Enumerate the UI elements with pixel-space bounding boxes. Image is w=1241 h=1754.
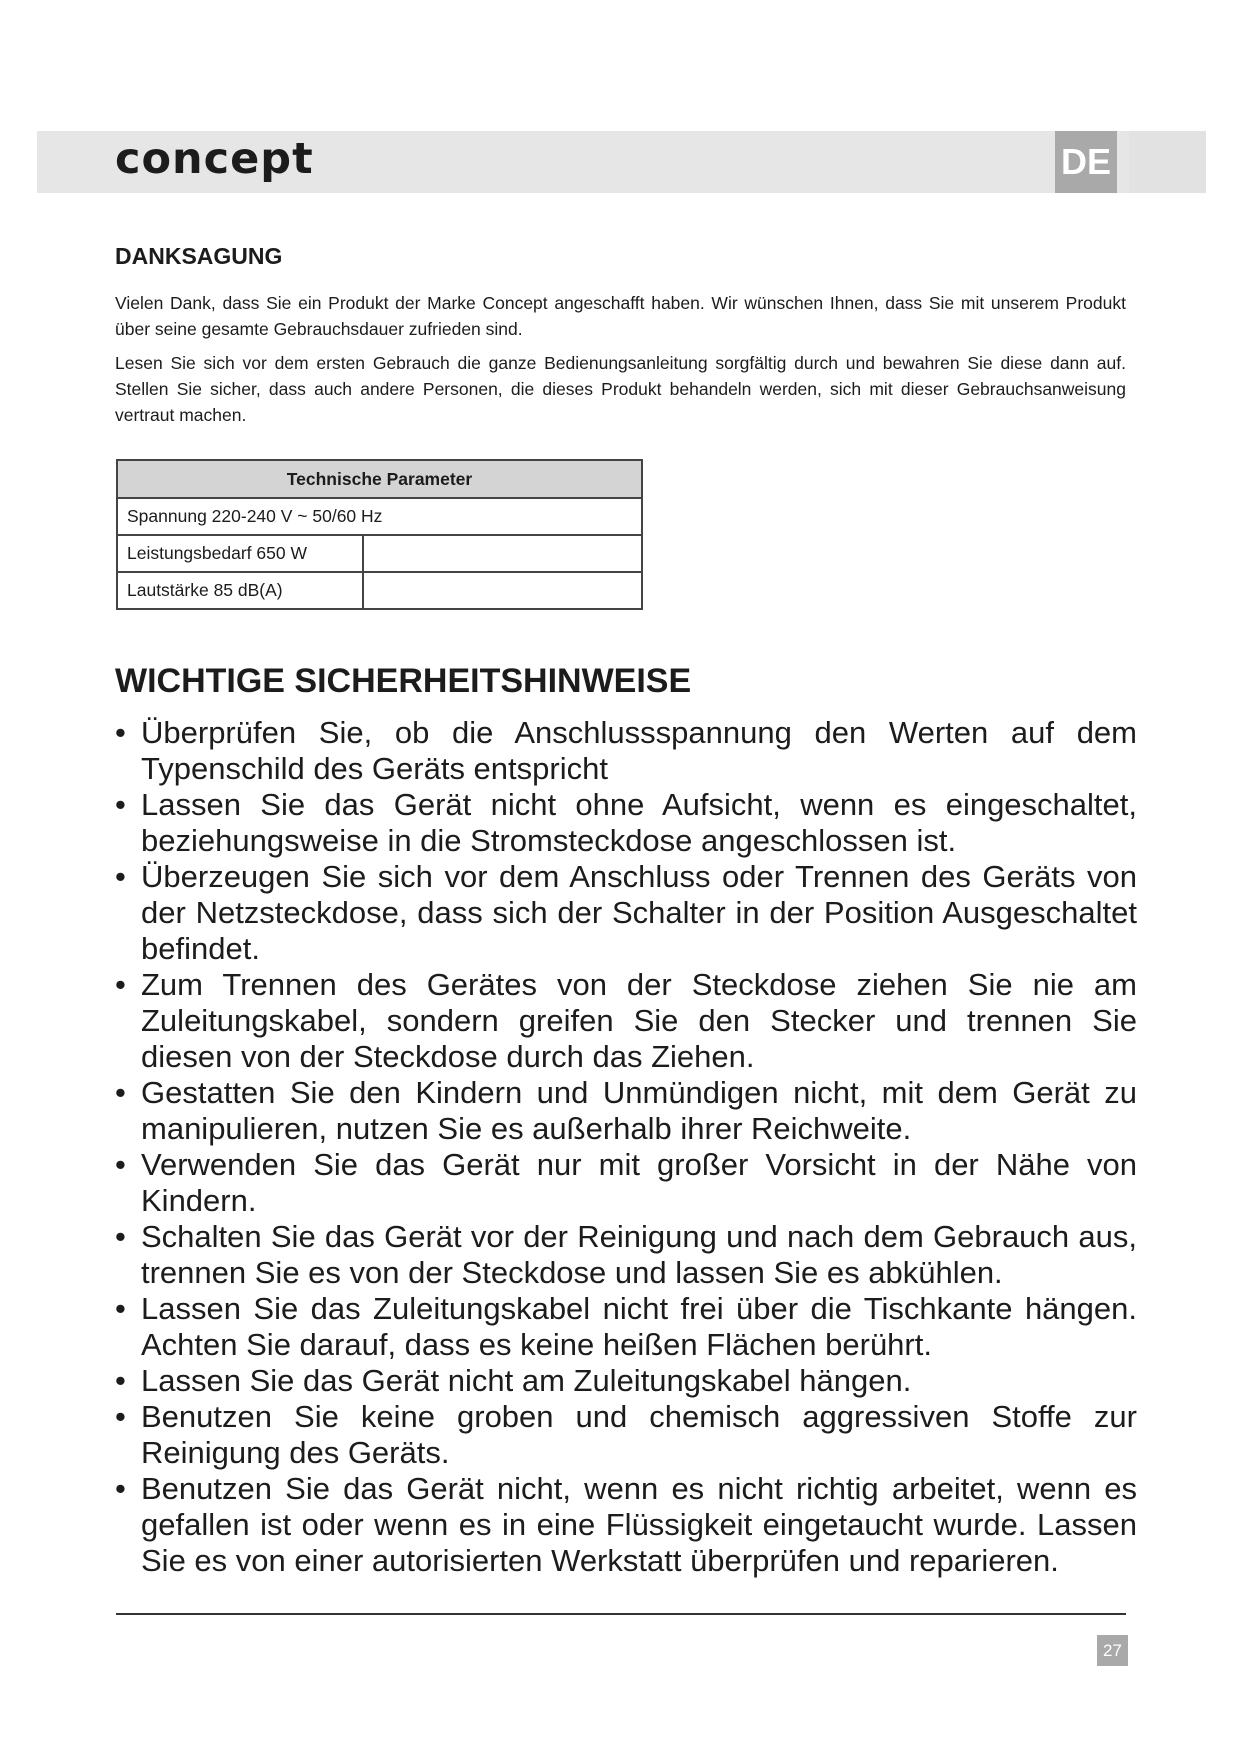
list-item: • Schalten Sie das Gerät vor der Reinigung und nach dem Gebrauch aus, trennen Sie es von der Steckdose und lassen Sie es abkühlen.: [115, 1219, 1137, 1291]
list-item: • Überprüfen Sie, ob die Anschlussspannung den Werten auf dem Typenschild des Geräts entspricht: [115, 715, 1137, 787]
list-item: • Verwenden Sie das Gerät nur mit großer Vorsicht in der Nähe von Kindern.: [115, 1147, 1137, 1219]
tech-param-noise: Lautstärke 85 dB(A): [117, 572, 363, 609]
language-badge: DE: [1055, 131, 1117, 193]
brand-logo: concept: [115, 134, 314, 184]
page-number: 27: [1097, 1635, 1128, 1666]
tech-param-power: Leistungsbedarf 650 W: [117, 535, 363, 572]
list-item: • Benutzen Sie keine groben und chemisch aggressiven Stoffe zur Reinigung des Geräts.: [115, 1399, 1137, 1471]
list-item: • Benutzen Sie das Gerät nicht, wenn es nicht richtig arbeitet, wenn es gefallen ist oder wenn es in eine Flüssigkeit eingetaucht wurde. Lassen Sie es von einer autorisierten Werkstatt überprüfen und reparieren.: [115, 1471, 1137, 1579]
tech-param-empty-cell: [363, 572, 642, 609]
tech-param-voltage: Spannung 220-240 V ~ 50/60 Hz: [117, 498, 642, 535]
table-row: [117, 535, 642, 572]
tech-params-table: [116, 459, 643, 610]
table-row: [117, 572, 642, 609]
safety-title: WICHTIGE SICHERHEITSHINWEISE: [115, 662, 692, 700]
tech-param-empty-cell: [363, 535, 642, 572]
thanks-title: DANKSAGUNG: [115, 243, 283, 269]
thanks-paragraph-2: Lesen Sie sich vor dem ersten Gebrauch die ganze Bedienungsanleitung sorgfältig durch und bewahren Sie diese dann auf. Stellen Sie sicher, dass auch andere Personen, die dieses Produkt behandeln werden, sich mit dieser Gebrauchsanweisung vertraut machen.: [115, 353, 1126, 425]
list-item: • Gestatten Sie den Kindern und Unmündigen nicht, mit dem Gerät zu manipulieren, nutzen Sie es außerhalb ihrer Reichweite.: [115, 1075, 1137, 1147]
header-right-segment: [1129, 131, 1206, 193]
list-item: • Lassen Sie das Zuleitungskabel nicht frei über die Tischkante hängen. Achten Sie darauf, dass es keine heißen Flächen berührt.: [115, 1291, 1137, 1363]
thanks-paragraph-1: Vielen Dank, dass Sie ein Produkt der Marke Concept angeschafft haben. Wir wünschen Ihnen, dass Sie mit unserem Produkt über seine gesamte Gebrauchsdauer zufrieden sind.: [115, 293, 1126, 339]
list-item: • Lassen Sie das Gerät nicht am Zuleitungskabel hängen.: [115, 1363, 1137, 1399]
tech-params-header: Technische Parameter: [117, 460, 642, 498]
table-row: [117, 498, 642, 535]
footer-rule: [116, 1613, 1126, 1615]
list-item: • Überzeugen Sie sich vor dem Anschluss oder Trennen des Geräts von der Netzsteckdose, dass sich der Schalter in der Position Ausgeschaltet befindet.: [115, 859, 1137, 967]
list-item: • Zum Trennen des Gerätes von der Steckdose ziehen Sie nie am Zuleitungskabel, sondern greifen Sie den Stecker und trennen Sie diesen von der Steckdose durch das Ziehen.: [115, 967, 1137, 1075]
list-item: • Lassen Sie das Gerät nicht ohne Aufsicht, wenn es eingeschaltet, beziehungsweise in die Stromsteckdose angeschlossen ist.: [115, 787, 1137, 859]
safety-list: [115, 715, 1137, 1579]
